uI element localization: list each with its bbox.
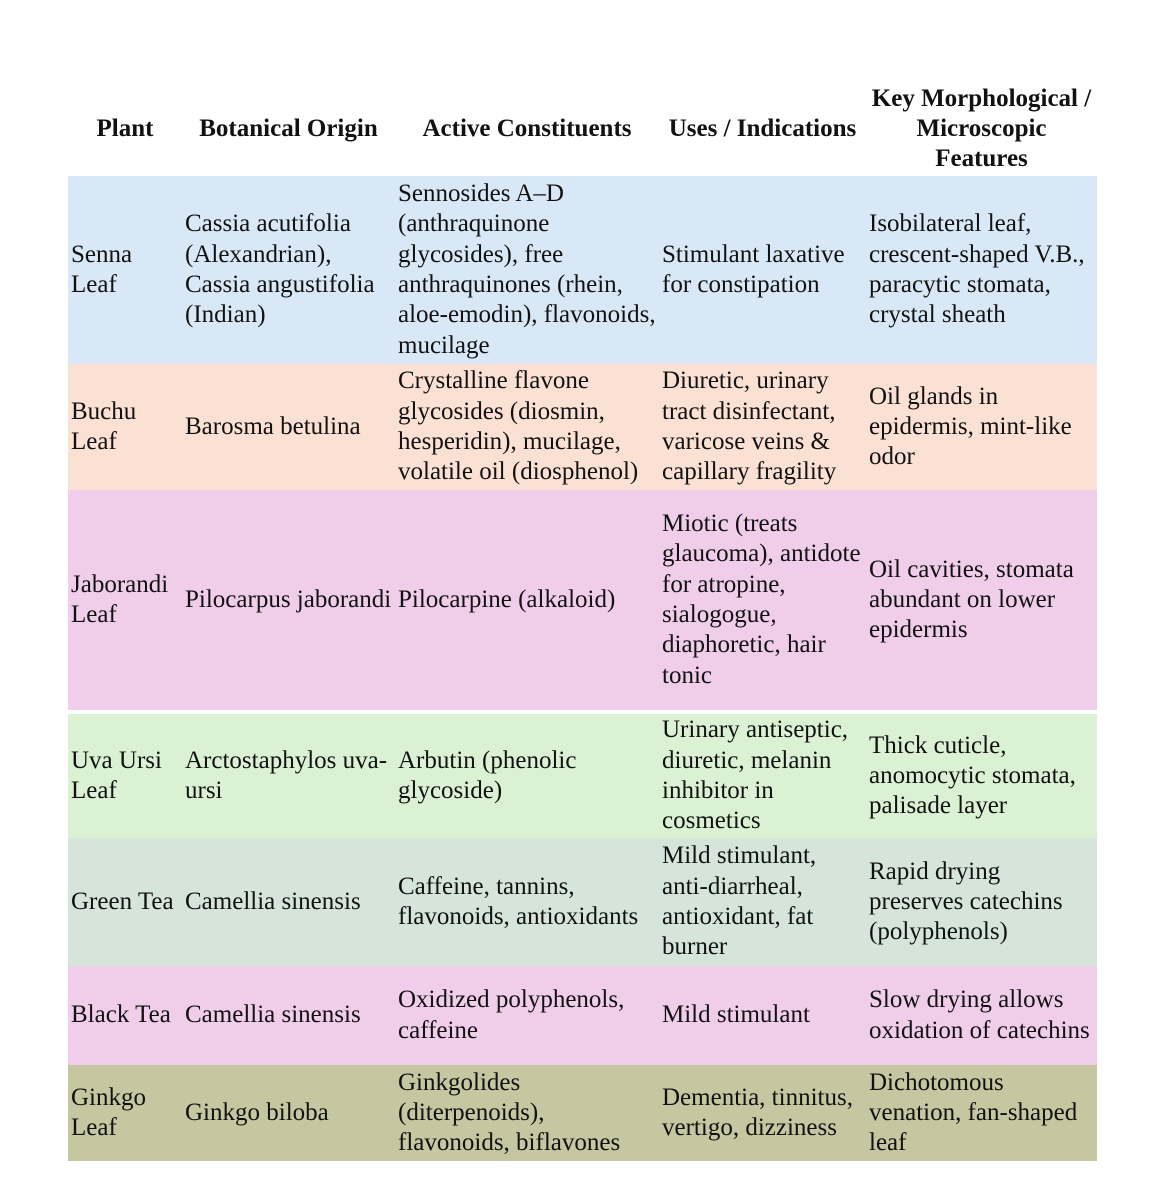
table-row bbox=[68, 838, 1097, 966]
table-row bbox=[68, 490, 1097, 710]
cell-uses: Mild stimulant bbox=[659, 966, 866, 1065]
cell-active-constituents: Sennosides A–D (anthraquinone glycosides), free anthraquinones (rhein, aloe-emodin), flavonoids, mucilage bbox=[395, 176, 659, 364]
cell-plant: Buchu Leaf bbox=[68, 364, 182, 490]
table-row bbox=[68, 176, 1097, 364]
header-plant: Plant bbox=[68, 82, 182, 176]
header-active-constituents: Active Constituents bbox=[395, 82, 659, 176]
cell-uses: Miotic (treats glaucoma), antidote for atropine, sialogogue, diaphoretic, hair tonic bbox=[659, 490, 866, 710]
cell-botanical-origin: Camellia sinensis bbox=[182, 838, 395, 966]
cell-botanical-origin: Camellia sinensis bbox=[182, 966, 395, 1065]
cell-botanical-origin: Ginkgo biloba bbox=[182, 1065, 395, 1161]
cell-features: Oil cavities, stomata abundant on lower epidermis bbox=[866, 490, 1097, 710]
cell-botanical-origin: Arctostaphylos uva-ursi bbox=[182, 714, 395, 838]
cell-uses: Urinary antiseptic, diuretic, melanin inhibitor in cosmetics bbox=[659, 714, 866, 838]
header-row bbox=[68, 82, 1097, 176]
table-row bbox=[68, 714, 1097, 838]
cell-plant: Ginkgo Leaf bbox=[68, 1065, 182, 1161]
table-row bbox=[68, 1065, 1097, 1161]
cell-uses: Diuretic, urinary tract disinfectant, varicose veins & capillary fragility bbox=[659, 364, 866, 490]
cell-uses: Mild stimulant, anti-diarrheal, antioxidant, fat burner bbox=[659, 838, 866, 966]
cell-botanical-origin: Pilocarpus jaborandi bbox=[182, 490, 395, 710]
header-uses: Uses / Indications bbox=[659, 82, 866, 176]
cell-active-constituents: Crystalline flavone glycosides (diosmin, hesperidin), mucilage, volatile oil (diosphenol) bbox=[395, 364, 659, 490]
cell-botanical-origin: Cassia acutifolia (Alexandrian), Cassia angustifolia (Indian) bbox=[182, 176, 395, 364]
cell-plant: Senna Leaf bbox=[68, 176, 182, 364]
cell-features: Isobilateral leaf, crescent-shaped V.B., paracytic stomata, crystal sheath bbox=[866, 176, 1097, 364]
cell-active-constituents: Arbutin (phenolic glycoside) bbox=[395, 714, 659, 838]
cell-plant: Jaborandi Leaf bbox=[68, 490, 182, 710]
cell-active-constituents: Oxidized polyphenols, caffeine bbox=[395, 966, 659, 1065]
cell-plant: Green Tea bbox=[68, 838, 182, 966]
cell-active-constituents: Pilocarpine (alkaloid) bbox=[395, 490, 659, 710]
cell-plant: Uva Ursi Leaf bbox=[68, 714, 182, 838]
cell-features: Rapid drying preserves catechins (polyphenols) bbox=[866, 838, 1097, 966]
cell-features: Thick cuticle, anomocytic stomata, palisade layer bbox=[866, 714, 1097, 838]
cell-uses: Stimulant laxative for constipation bbox=[659, 176, 866, 364]
herbal-drug-table bbox=[68, 82, 1097, 1161]
header-botanical-origin: Botanical Origin bbox=[182, 82, 395, 176]
cell-features: Slow drying allows oxidation of catechins bbox=[866, 966, 1097, 1065]
cell-uses: Dementia, tinnitus, vertigo, dizziness bbox=[659, 1065, 866, 1161]
header-features: Key Morphological / Microscopic Features bbox=[866, 82, 1097, 176]
cell-features: Dichotomous venation, fan-shaped leaf bbox=[866, 1065, 1097, 1161]
cell-features: Oil glands in epidermis, mint-like odor bbox=[866, 364, 1097, 490]
cell-botanical-origin: Barosma betulina bbox=[182, 364, 395, 490]
cell-plant: Black Tea bbox=[68, 966, 182, 1065]
cell-active-constituents: Ginkgolides (diterpenoids), flavonoids, biflavones bbox=[395, 1065, 659, 1161]
table-row bbox=[68, 966, 1097, 1065]
cell-active-constituents: Caffeine, tannins, flavonoids, antioxidants bbox=[395, 838, 659, 966]
table-row bbox=[68, 364, 1097, 490]
